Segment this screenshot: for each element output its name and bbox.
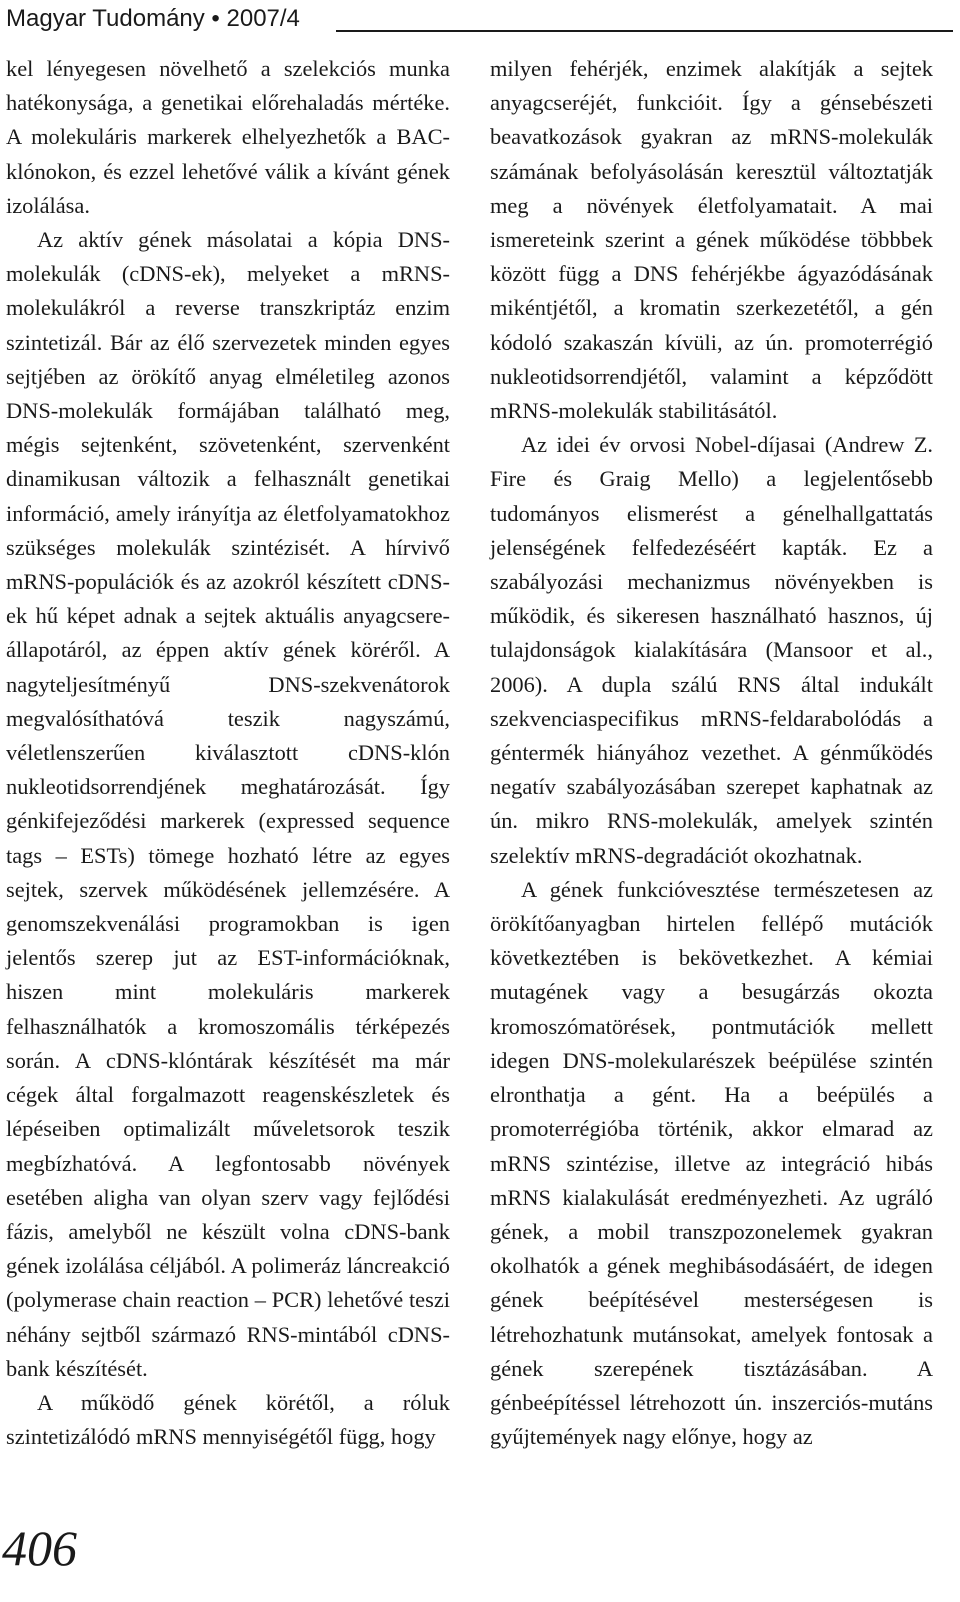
page-number: 406 <box>2 1520 77 1576</box>
running-header: Magyar Tudomány • 2007/4 <box>6 5 300 32</box>
header-rule <box>336 30 953 32</box>
left-paragraph-1: kel lényegesen növelhető a szelekciós munka hatékonysága, a genetikai előrehaladás mértéke. A molekuláris markerek elhelyezhetők a BAC-klónokon, és ezzel lehetővé válik a kívánt gének izolálása. <box>6 56 450 218</box>
right-column <box>490 52 933 1454</box>
left-paragraph-3: A működő gének körétől, a róluk szintetizálódó mRNS mennyiségétől függ, hogy <box>6 1389 450 1450</box>
right-paragraph-2: Az idei év orvosi Nobel-díjasai (Andrew Z. Fire és Graig Mello) a legjelentősebb tudományos elismerést a génelhallgattatás jelenségének felfedezéséért kapták. Ez a szabályozási mechanizmus növényekben is működik, és sikeresen használható hasznos, új tulajdonságok kialakítására (Mansoor et al., 2006). A dupla szálú RNS által indukált szekvenciaspecifikus mRNS-feldarabolódás a géntermék hiányához vezethet. A génműködés negatív szabályozásában szerepet kaphatnak az ún. mikro RNS-molekulák, amelyek szintén szelektív mRNS-degradációt okozhatnak. <box>490 432 933 868</box>
left-paragraph-2: Az aktív gének másolatai a kópia DNS-molekulák (cDNS-ek), melyeket a mRNS-molekulákról a reverse transzkriptáz enzim szintetizál. Bár az élő szervezetek minden egyes sejtjében az örökítő anyag elméletileg azonos DNS-molekulák formájában található meg, mégis sejtenként, szövetenként, szervenként dinamikusan változik a felhasznált genetikai információ, amely irányítja az életfolyamatokhoz szükséges molekulák szintézisét. A hírvivő mRNS-populációk és az azokról készített cDNS-ek hű képet adnak a sejtek aktuális anyagcsere-állapotáról, az éppen aktív gének köréről. A nagyteljesítményű DNS-szekvenátorok megvalósíthatóvá teszik nagyszámú, véletlenszerűen kiválasztott cDNS-klón nukleotidsorrendjének meghatározását. Így génkifejeződési markerek (expressed sequence tags – ESTs) tömege hozható létre az egyes sejtek, szervek működésének jellemzésére. A genomszekvenálási programokban is igen jelentős szerep jut az EST-információknak, hiszen mint molekuláris markerek felhasználhatók a kromoszomális térképezés során. A cDNS-klóntárak készítését ma már cégek által forgalmazott reagenskészletek és lépéseiben optimalizált műveletsorok teszik megbízhatóvá. A legfontosabb növények esetében aligha van olyan szerv vagy fejlődési fázis, amelyből ne készült volna cDNS-bank gének izolálása céljából. A polimeráz láncreakció (polymerase chain reaction – PCR) lehetővé teszi néhány sejtből származó RNS-mintából cDNS-bank készítését. <box>6 227 450 1381</box>
right-paragraph-1: milyen fehérjék, enzimek alakítják a sejtek anyagcseréjét, funkcióit. Így a génsebészeti beavatkozások gyakran az mRNS-molekulák számának befolyásolásán keresztül változtatják meg a növények életfolyamatait. A mai ismereteink szerint a gének működése többbek között függ a DNS fehérjékbe ágyazódásának mikéntjétől, a kromatin szerkezetétől, a gén kódoló szakaszán kívüli, az ún. promoterrégió nukleotidsorrendjétől, valamint a képződött mRNS-molekulák stabilitásától. <box>490 56 933 424</box>
left-column <box>6 52 450 1454</box>
right-paragraph-3: A gének funkcióvesztése természetesen az örökítőanyagban hirtelen fellépő mutációk következtében is bekövetkezhet. A kémiai mutagének vagy a besugárzás okozta kromoszómatörések, pontmutációk mellett idegen DNS-molekularészek beépülése szintén elronthatja a gént. Ha a beépülés a promoterrégióba történik, akkor elmarad az mRNS szintézise, illetve az integráció hibás mRNS kialakulását eredményezheti. Az ugráló gének, a mobil transzpozonelemek gyakran okolhatók a gének meghibásodásáért, de idegen gének beépítésével mesterségesen is létrehozhatunk mutánsokat, amelyek fontosak a gének szerepének tisztázásában. A génbeépítéssel létrehozott ún. inszerciós-mutáns gyűjtemények nagy előnye, hogy az <box>490 876 933 1450</box>
